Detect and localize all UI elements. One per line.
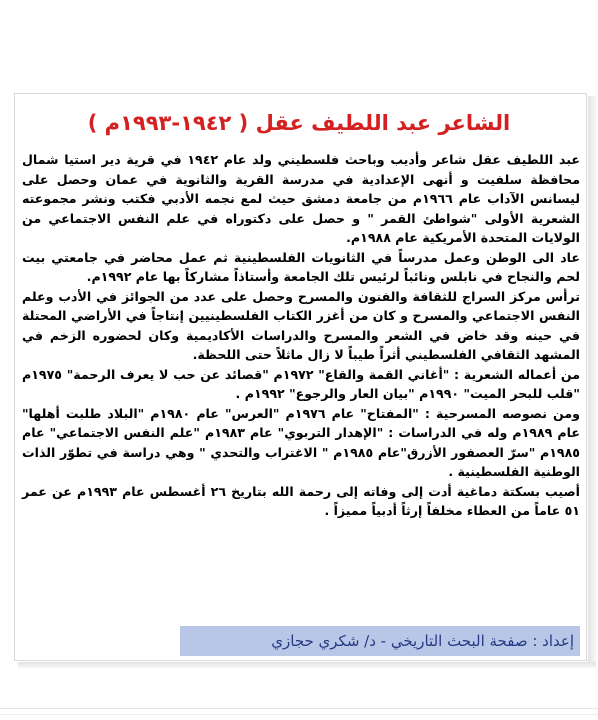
paragraph-career: عاد الى الوطن وعمل مدرساً في الثانويات الفلسطينية ثم عمل محاضر في جامعتي بيت لحم والنجاح في نابلس ونائباً لرئيس تلك الجامعة وأستاذاً مشاركاً بها عام ١٩٩٢م. [22,249,580,284]
document-title: الشاعر عبد اللطيف عقل ( ١٩٤٢-١٩٩٣م ) [87,111,511,135]
paragraph-death: أصيب بسكتة دماغية أدت إلى وفاته إلى رحمة الله بتاريخ ٢٦ أغسطس عام ١٩٩٣م عن عمر ٥١ عاماً من العطاء مخلفاً إرثاً أدبياً مميزاً . [22,483,580,518]
paragraph-plays-studies: ومن نصوصه المسرحية : "المفتاح" عام ١٩٧٦م "العرس" عام ١٩٨٠م "البلاد طلبت أهلها" عام ١٩٨٩م وله في الدراسات : "الإهدار التربوي" عام ١٩٨٣م "علم النفس الاجتماعي" عام ١٩٨٥م "سرّ العصفور الأزرق"عام ١٩٨٥م " الاغتراب والتحدي " وهي دراسة في تطوّر الذات الوطنية الفلسطينية . [22,405,580,479]
paragraph-poetry-works: من أعماله الشعرية : "أغاني القمة والقاع" ١٩٧٢م "قصائد عن حب لا يعرف الرحمة" ١٩٧٥م "قلب للبحر الميت" ١٩٩٠م "بيان العار والرجوع" ١٩٩٢م . [22,366,580,401]
paragraph-achievements: ترأس مركز السراج للثقافة والفنون والمسرح وحصل على عدد من الجوائز في الأدب وعلم النفس الاجتماعي والمسرح و كان من أغزر الكتاب الفلسطينيين إنتاجاً في الأراضي المحتلة في حينه وقد خاض في الشعر والمسرح والدراسات الأكاديمية وكان لحضوره الزخم في المشهد الثقافي الفلسطيني أثراً طيباً لا زال ماثلاً حتى اللحظة. [22,288,580,362]
frame-shadow-bottom [18,662,596,668]
divider-line [0,708,598,709]
document-body [22,150,580,521]
credit-banner: إعداد : صفحة البحث التاريخي - د/ شكري حجازي [180,626,580,656]
paragraph-biography: عبد اللطيف عقل شاعر وأديب وباحث فلسطيني ولد عام ١٩٤٢ في قرية دير استيا شمال محافظة سلفيت و أنهى الإعدادية في مدرسة القرية والثانوية في عمان وحصل على ليسانس الآداب عام ١٩٦٦م من جامعة دمشق حيث لمع نجمه الأدبي فكتب ونشر مجموعته الشعرية الأولى "شواطئ القمر " و حصل على دكتوراه في علم النفس الاجتماعي من الولايات المتحدة الأمريكية عام ١٩٨٨م. [22,152,580,245]
divider-line-2 [0,714,598,715]
frame-shadow-right [588,96,596,664]
